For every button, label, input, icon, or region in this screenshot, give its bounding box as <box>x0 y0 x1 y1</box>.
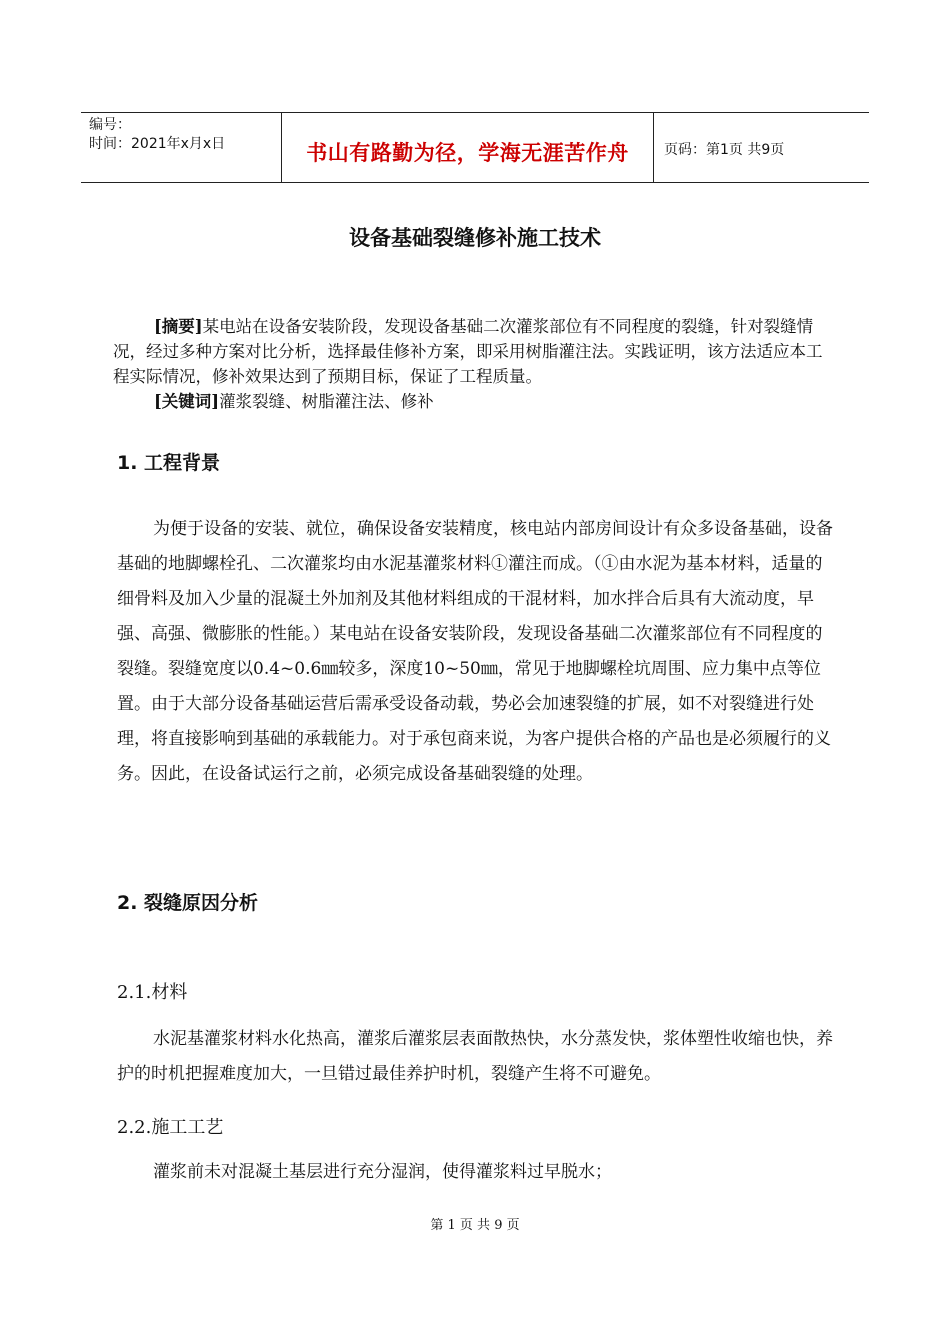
motto: 书山有路勤为径，学海无涯苦作舟 <box>281 113 654 182</box>
header-table <box>81 112 869 183</box>
section-2-2-text: 灌浆前未对混凝土基层进行充分湿润，使得灌浆料过早脱水； <box>153 1162 612 1182</box>
section-1-paragraph <box>117 512 839 792</box>
section-2-1-heading: 2.1.材料 <box>117 982 188 1003</box>
abstract-text: 某电站在设备安装阶段，发现设备基础二次灌浆部位有不同程度的裂缝，针对裂缝情况，经过多种方案对比分析，选择最佳修补方案，即采用树脂灌注法。实践证明，该方法适应本工程实际情况，修补效果达到了预期目标，保证了工程质量。 <box>113 317 823 386</box>
abstract-paragraph <box>113 314 838 389</box>
abstract-label: [摘要] <box>154 317 203 336</box>
keywords-text: 灌浆裂缝、树脂灌注法、修补 <box>219 392 434 411</box>
time-label: 时间：2021年x月x日 <box>89 136 226 152</box>
section-2-2-heading: 2.2.施工工艺 <box>117 1117 224 1138</box>
abstract-block <box>113 314 838 414</box>
page-info: 页码：第1页 共9页 <box>664 142 785 158</box>
keywords-label: [关键词] <box>154 392 220 411</box>
header-left-cell <box>81 113 281 182</box>
section-2-1-paragraph <box>117 1022 839 1092</box>
section-2-heading: 2. 裂缝原因分析 <box>117 892 259 914</box>
section-2-2-paragraph <box>117 1155 839 1190</box>
number-label: 编号： <box>89 117 131 133</box>
section-1-text: 为便于设备的安装、就位，确保设备安装精度，核电站内部房间设计有众多设备基础，设备基础的地脚螺栓孔、二次灌浆均由水泥基灌浆材料①灌注而成。（①由水泥为基本材料，适量的细骨料及加入少量的混凝土外加剂及其他材料组成的干混材料，加水拌合后具有大流动度，早强、高强、微膨胀的性能。）某电站在设备安装阶段，发现设备基础二次灌浆部位有不同程度的裂缝。裂缝宽度以0.4~0.6㎜较多，深度10~50㎜，常见于地脚螺栓坑周围、应力集中点等位置。由于大部分设备基础运营后需承受设备动载，势必会加速裂缝的扩展，如不对裂缝进行处理，将直接影响到基础的承载能力。对于承包商来说，为客户提供合格的产品也是必须履行的义务。因此，在设备试运行之前，必须完成设备基础裂缝的处理。 <box>117 519 833 784</box>
page-footer: 第 1 页 共 9 页 <box>430 1218 520 1233</box>
section-1-heading: 1. 工程背景 <box>117 452 221 474</box>
keywords-paragraph <box>113 389 838 414</box>
section-2-1-text: 水泥基灌浆材料水化热高，灌浆后灌浆层表面散热快，水分蒸发快，浆体塑性收缩也快，养护的时机把握难度加大，一旦错过最佳养护时机，裂缝产生将不可避免。 <box>117 1029 833 1084</box>
document-title: 设备基础裂缝修补施工技术 <box>349 226 601 250</box>
